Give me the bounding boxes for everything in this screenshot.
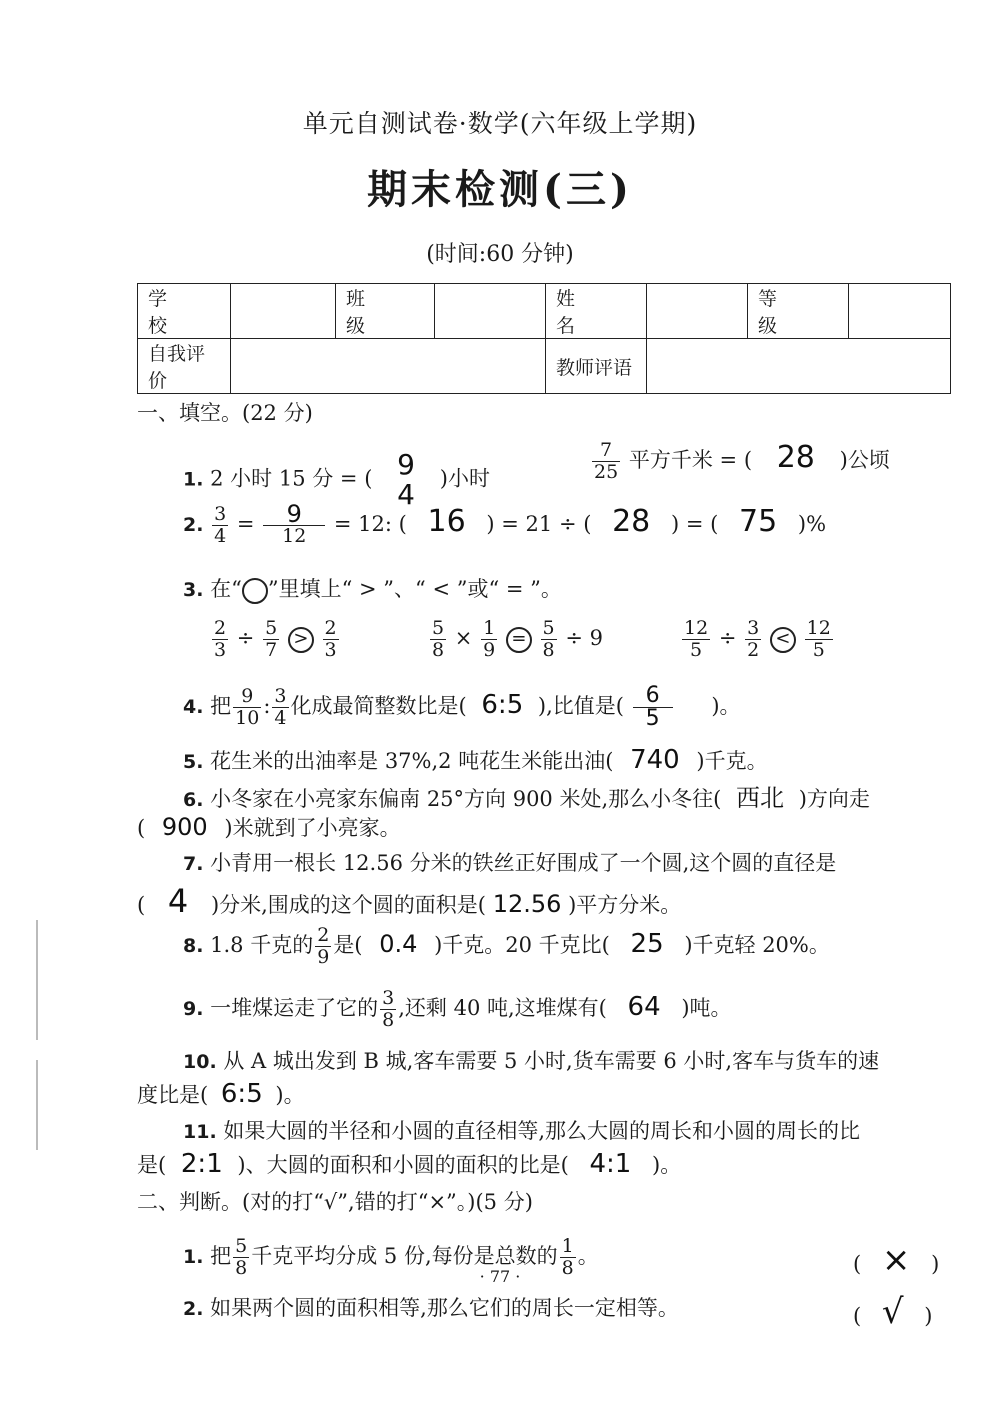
answer-area[interactable]: 12.56 (492, 890, 562, 918)
question-7-line-2: ( 4 )分米,围成的这个圆的面积是( 12.56 )平方分米。 (137, 882, 682, 920)
question-1: 1. 2 小时 15 分 = ( 9 4 )小时 (183, 448, 490, 511)
answer-fraction[interactable]: 9 4 (397, 448, 415, 511)
answer-numerator[interactable]: $\frac{9}{12}$ (263, 504, 325, 547)
question-8: 8. 1.8 千克的 $\frac{2}{9}$ 是( 0.4 )千克。20 千克比( 25 )千克轻 20%。 (183, 924, 830, 968)
compare-2: $\frac{5}{8}$ × $\frac{1}{9}$ = $\frac{5}{8}$ ÷ 9 (432, 617, 603, 661)
self-eval-field[interactable] (231, 339, 546, 394)
question-11: 11. 如果大圆的半径和小圆的直径相等,那么大圆的周长和小圆的周长的比 (183, 1119, 861, 1143)
teacher-comment-field[interactable] (647, 339, 951, 394)
answer-hectares[interactable]: 28 (776, 440, 815, 475)
binding-line (36, 1060, 38, 1150)
answer-ratio-value[interactable]: $\frac{6}{5}$ (633, 685, 673, 730)
compare-1: $\frac{2}{3}$ ÷ $\frac{5}{7}$ > $\frac{2}{3}$ (214, 617, 337, 661)
self-eval-label: 自我评价 (138, 339, 231, 394)
section-1-title: 一、填空。(22 分) (137, 401, 313, 425)
answer-direction[interactable]: 西北 (736, 784, 785, 812)
compare-3: $\frac{12}{5}$ ÷ $\frac{3}{2}$ < $\frac{12}{5}$ (684, 617, 831, 661)
teacher-comment-label: 教师评语 (546, 339, 647, 394)
answer-divisor[interactable]: 28 (612, 504, 651, 539)
question-10: 10. 从 A 城出发到 B 城,客车需要 5 小时,货车需要 6 小时,客车与货车的速 (183, 1049, 880, 1073)
answer-base-kg[interactable]: 25 (630, 929, 664, 959)
answer-circumference-ratio[interactable]: 2:1 (180, 1149, 223, 1179)
judge-question-1: 1. 把 $\frac{5}{8}$ 千克平均分成 5 份,每份是总数的 $\frac{1}{8}$ 。 (183, 1235, 599, 1279)
time-limit: (时间:60 分钟) (426, 242, 574, 267)
name-field[interactable] (647, 284, 748, 339)
judge-answer-2[interactable]: √ (881, 1292, 904, 1332)
question-1-part-2: $\frac{7}{25}$ 平方千米 = ( 28 )公顷 (594, 439, 890, 483)
question-6-line-2: ( 900 )米就到了小亮家。 (137, 813, 401, 841)
question-7: 7. 小青用一根长 12.56 分米的铁丝正好围成了一个圆,这个圆的直径是 (183, 851, 837, 875)
school-field[interactable] (231, 284, 336, 339)
grade-field[interactable] (849, 284, 951, 339)
judge-question-2: 2. 如果两个圆的面积相等,那么它们的周长一定相等。 (183, 1296, 679, 1320)
compare-answer-2[interactable]: = (506, 627, 532, 653)
answer-oil[interactable]: 740 (630, 745, 680, 775)
answer-distance[interactable]: 900 (161, 813, 208, 841)
answer-kg[interactable]: 0.4 (379, 930, 418, 958)
info-table (137, 283, 951, 394)
answer-diameter[interactable]: 4 (167, 882, 189, 920)
compare-answer-3[interactable]: < (770, 627, 796, 653)
question-3: 3. 在“ ”里填上“ > ”、“ < ”或“ = ”。 (183, 573, 562, 604)
question-4: 4. 把 $\frac{9}{10}$ : $\frac{3}{4}$ 化成最简整数比是( 6:5 ),比值是( $\frac{6}{5}$ )。 (183, 683, 741, 731)
answer-speed-ratio[interactable]: 6:5 (220, 1079, 263, 1109)
circle-placeholder-icon (242, 578, 268, 604)
question-9: 9. 一堆煤运走了它的 $\frac{3}{8}$ ,还剩 40 吨,这堆煤有( 64 )吨。 (183, 987, 732, 1031)
class-label: 班 级 (336, 284, 435, 339)
school-label: 学 校 (138, 284, 231, 339)
question-10-line-2: 度比是( 6:5 )。 (137, 1079, 305, 1109)
question-2: 2. $\frac{3}{4}$ = $\frac{9}{12}$ = 12: ( 16 ) = 21 ÷ ( 28 ) = ( 75 )% (183, 500, 827, 547)
question-5: 5. 花生米的出油率是 37%,2 吨花生米能出油( 740 )千克。 (183, 745, 768, 775)
name-label: 姓 名 (546, 284, 647, 339)
answer-simplest-ratio[interactable]: 6:5 (481, 690, 524, 720)
page-number: · 77 · (479, 1267, 521, 1286)
series-title: 单元自测试卷·数学(六年级上学期) (302, 109, 698, 138)
binding-line (36, 920, 38, 1040)
class-field[interactable] (435, 284, 546, 339)
page-title: 期末检测(三) (367, 166, 633, 213)
answer-area-ratio[interactable]: 4:1 (589, 1149, 632, 1179)
judge-answer-2-box: ( √ ) (853, 1292, 933, 1332)
section-2-title: 二、判断。(对的打“√”,错的打“×”。)(5 分) (137, 1190, 533, 1214)
answer-coal[interactable]: 64 (627, 992, 661, 1022)
question-6: 6. 小冬家在小亮家东偏南 25°方向 900 米处,那么小冬往( 西北 )方向走 (183, 784, 870, 812)
answer-percent[interactable]: 75 (739, 504, 778, 539)
grade-label: 等 级 (748, 284, 849, 339)
judge-answer-1[interactable]: × (881, 1240, 911, 1280)
judge-answer-1-box: ( × ) (853, 1240, 940, 1280)
compare-answer-1[interactable]: > (288, 627, 314, 653)
answer-ratio-term[interactable]: 16 (427, 504, 466, 539)
question-11-line-2: 是( 2:1 )、大圆的面积和小圆的面积的比是( 4:1 )。 (137, 1149, 682, 1179)
